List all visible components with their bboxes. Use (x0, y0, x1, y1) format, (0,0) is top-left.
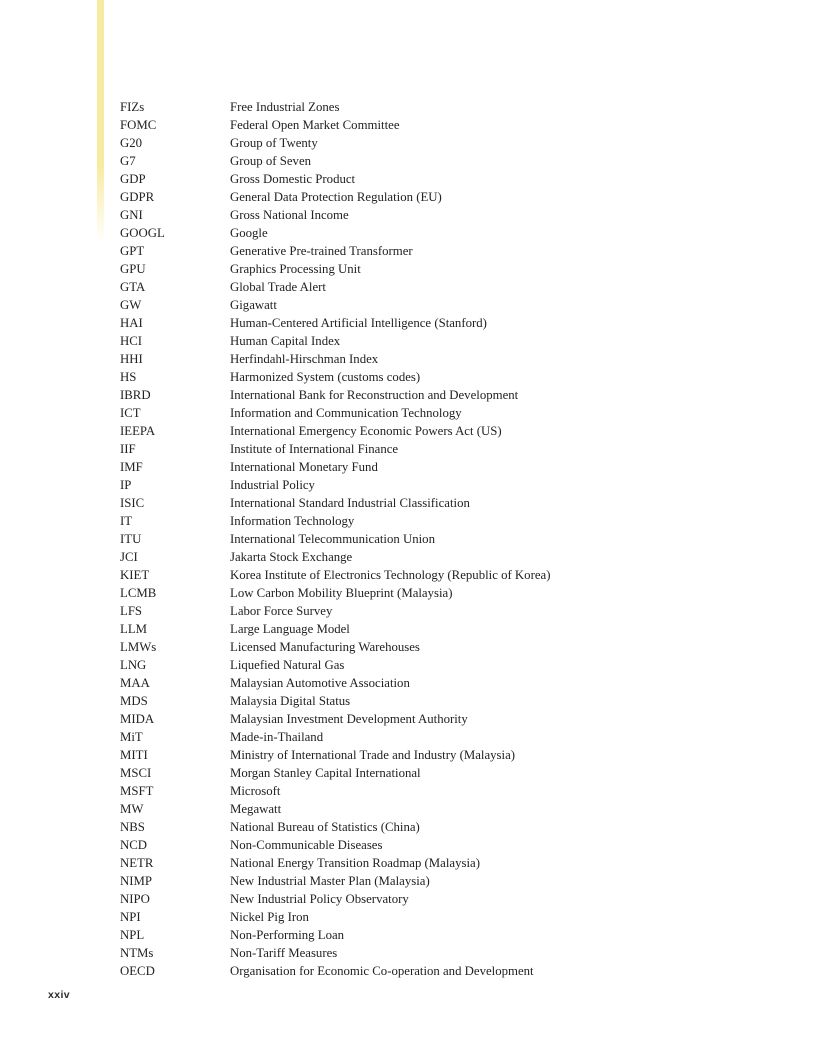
abbreviation-definition: Megawatt (230, 802, 282, 816)
abbreviation-term: NIPO (120, 892, 150, 906)
abbreviation-term: FIZs (120, 100, 145, 114)
abbreviation-row (120, 458, 700, 476)
abbreviation-row (120, 170, 700, 188)
abbreviation-definition: Malaysia Digital Status (230, 694, 351, 708)
abbreviation-term: LNG (120, 658, 147, 672)
abbreviation-definition: Nickel Pig Iron (230, 910, 309, 924)
abbreviation-row (120, 620, 700, 638)
abbreviation-definition: Information Technology (230, 514, 355, 528)
abbreviation-row (120, 494, 700, 512)
abbreviation-term: IMF (120, 460, 143, 474)
abbreviation-term: NPL (120, 928, 145, 942)
abbreviation-definition: Korea Institute of Electronics Technology (Republic of Korea) (230, 568, 551, 582)
page-number: xxiv (48, 989, 71, 1001)
abbreviation-definition: Gigawatt (230, 298, 277, 312)
abbreviation-row (120, 476, 700, 494)
abbreviation-definition: National Energy Transition Roadmap (Malaysia) (230, 856, 480, 870)
abbreviation-definition: International Monetary Fund (230, 460, 378, 474)
abbreviation-row (120, 962, 700, 980)
abbreviation-row (120, 944, 700, 962)
abbreviation-row (120, 674, 700, 692)
abbreviation-row (120, 422, 700, 440)
abbreviation-definition: Group of Twenty (230, 136, 318, 150)
abbreviation-term: LLM (120, 622, 148, 636)
abbreviation-definition: Liquefied Natural Gas (230, 658, 345, 672)
abbreviation-row (120, 296, 700, 314)
abbreviation-term: LFS (120, 604, 143, 618)
abbreviation-row (120, 800, 700, 818)
abbreviation-term: NBS (120, 820, 145, 834)
abbreviation-term: GTA (120, 280, 146, 294)
abbreviation-term: HHI (120, 352, 143, 366)
abbreviation-definition: Non-Communicable Diseases (230, 838, 383, 852)
abbreviation-definition: Non-Performing Loan (230, 928, 345, 942)
abbreviation-term: NCD (120, 838, 148, 852)
abbreviation-row (120, 242, 700, 260)
abbreviation-term: MITI (120, 748, 148, 762)
abbreviation-term: ICT (120, 406, 141, 420)
abbreviation-definition: Google (230, 226, 268, 240)
abbreviation-definition: Gross National Income (230, 208, 349, 222)
accent-bar (97, 0, 104, 242)
abbreviation-definition: New Industrial Master Plan (Malaysia) (230, 874, 430, 888)
abbreviation-definition: Industrial Policy (230, 478, 315, 492)
abbreviation-term: NIMP (120, 874, 152, 888)
abbreviation-term: HCI (120, 334, 143, 348)
abbreviation-row (120, 908, 700, 926)
abbreviation-term: LMWs (120, 640, 157, 654)
abbreviation-term: ISIC (120, 496, 145, 510)
abbreviation-row (120, 530, 700, 548)
abbreviation-term: GOOGL (120, 226, 165, 240)
abbreviation-term: GPT (120, 244, 145, 258)
abbreviation-term: IEEPA (120, 424, 156, 438)
abbreviation-row (120, 116, 700, 134)
abbreviation-row (120, 368, 700, 386)
abbreviation-term: MiT (120, 730, 143, 744)
abbreviation-definition: National Bureau of Statistics (China) (230, 820, 420, 834)
abbreviation-row (120, 782, 700, 800)
abbreviation-term: IBRD (120, 388, 151, 402)
abbreviation-definition: International Telecommunication Union (230, 532, 435, 546)
abbreviation-definition: Free Industrial Zones (230, 100, 340, 114)
abbreviation-row (120, 692, 700, 710)
abbreviation-term: LCMB (120, 586, 157, 600)
abbreviation-term: OECD (120, 964, 155, 978)
abbreviation-definition: International Bank for Reconstruction and Development (230, 388, 519, 402)
abbreviation-row (120, 584, 700, 602)
abbreviation-definition: Harmonized System (customs codes) (230, 370, 421, 384)
abbreviation-term: IP (120, 478, 132, 492)
abbreviation-definition: Organisation for Economic Co-operation and Development (230, 964, 534, 978)
abbreviation-term: IT (120, 514, 133, 528)
abbreviation-row (120, 710, 700, 728)
abbreviation-term: G20 (120, 136, 143, 150)
abbreviation-row (120, 188, 700, 206)
abbreviation-definition: Gross Domestic Product (230, 172, 356, 186)
abbreviation-row (120, 386, 700, 404)
abbreviation-row (120, 278, 700, 296)
abbreviation-row (120, 728, 700, 746)
abbreviation-row (120, 602, 700, 620)
abbreviation-definition: Graphics Processing Unit (230, 262, 361, 276)
abbreviation-term: NTMs (120, 946, 154, 960)
abbreviation-definition: Licensed Manufacturing Warehouses (230, 640, 420, 654)
abbreviation-row (120, 350, 700, 368)
abbreviation-row (120, 332, 700, 350)
abbreviation-definition: Low Carbon Mobility Blueprint (Malaysia) (230, 586, 453, 600)
abbreviation-term: MSCI (120, 766, 152, 780)
abbreviation-definition: International Standard Industrial Classification (230, 496, 470, 510)
abbreviation-row (120, 656, 700, 674)
abbreviation-definition: Information and Communication Technology (230, 406, 462, 420)
abbreviation-row (120, 890, 700, 908)
abbreviation-term: GDPR (120, 190, 155, 204)
abbreviation-definition: General Data Protection Regulation (EU) (230, 190, 442, 204)
abbreviation-row (120, 314, 700, 332)
abbreviation-row (120, 440, 700, 458)
abbreviation-definition: Microsoft (230, 784, 281, 798)
abbreviation-term: GW (120, 298, 142, 312)
abbreviation-term: MSFT (120, 784, 154, 798)
abbreviation-definition: Federal Open Market Committee (230, 118, 400, 132)
abbreviation-row (120, 134, 700, 152)
abbreviation-row (120, 926, 700, 944)
abbreviation-definition: Made-in-Thailand (230, 730, 324, 744)
abbreviation-row (120, 152, 700, 170)
abbreviation-term: MW (120, 802, 144, 816)
abbreviation-row (120, 872, 700, 890)
abbreviation-term: GPU (120, 262, 146, 276)
abbreviation-term: G7 (120, 154, 136, 168)
abbreviation-definition: Generative Pre-trained Transformer (230, 244, 413, 258)
abbreviation-row (120, 260, 700, 278)
abbreviation-row (120, 746, 700, 764)
abbreviation-row (120, 512, 700, 530)
abbreviation-row (120, 98, 700, 116)
abbreviation-term: IIF (120, 442, 136, 456)
abbreviation-term: JCI (120, 550, 138, 564)
abbreviation-definition: Herfindahl-Hirschman Index (230, 352, 379, 366)
abbreviation-term: MIDA (120, 712, 155, 726)
abbreviation-row (120, 854, 700, 872)
abbreviation-definition: Group of Seven (230, 154, 312, 168)
abbreviation-definition: Ministry of International Trade and Industry (Malaysia) (230, 748, 516, 762)
abbreviation-term: GDP (120, 172, 146, 186)
abbreviation-list (120, 98, 700, 980)
abbreviation-row (120, 404, 700, 422)
abbreviation-definition: Labor Force Survey (230, 604, 333, 618)
abbreviation-row (120, 764, 700, 782)
abbreviation-term: FOMC (120, 118, 157, 132)
abbreviation-row (120, 836, 700, 854)
abbreviation-definition: Jakarta Stock Exchange (230, 550, 353, 564)
abbreviation-definition: Human Capital Index (230, 334, 341, 348)
abbreviation-term: HS (120, 370, 137, 384)
abbreviation-row (120, 224, 700, 242)
abbreviation-definition: Morgan Stanley Capital International (230, 766, 421, 780)
abbreviation-definition: New Industrial Policy Observatory (230, 892, 409, 906)
abbreviation-term: NPI (120, 910, 141, 924)
abbreviation-term: KIET (120, 568, 150, 582)
abbreviation-definition: Malaysian Investment Development Authority (230, 712, 468, 726)
abbreviation-definition: Malaysian Automotive Association (230, 676, 410, 690)
abbreviation-row (120, 566, 700, 584)
abbreviation-definition: Large Language Model (230, 622, 350, 636)
abbreviation-term: HAI (120, 316, 143, 330)
abbreviation-term: ITU (120, 532, 142, 546)
abbreviation-definition: International Emergency Economic Powers Act (US) (230, 424, 502, 438)
abbreviation-term: MAA (120, 676, 150, 690)
abbreviation-row (120, 818, 700, 836)
abbreviation-term: GNI (120, 208, 143, 222)
abbreviation-row (120, 548, 700, 566)
abbreviation-definition: Non-Tariff Measures (230, 946, 338, 960)
abbreviation-definition: Global Trade Alert (230, 280, 326, 294)
abbreviation-row (120, 206, 700, 224)
abbreviation-term: MDS (120, 694, 148, 708)
abbreviation-row (120, 638, 700, 656)
abbreviation-definition: Institute of International Finance (230, 442, 399, 456)
abbreviation-definition: Human-Centered Artificial Intelligence (Stanford) (230, 316, 487, 330)
abbreviation-term: NETR (120, 856, 154, 870)
